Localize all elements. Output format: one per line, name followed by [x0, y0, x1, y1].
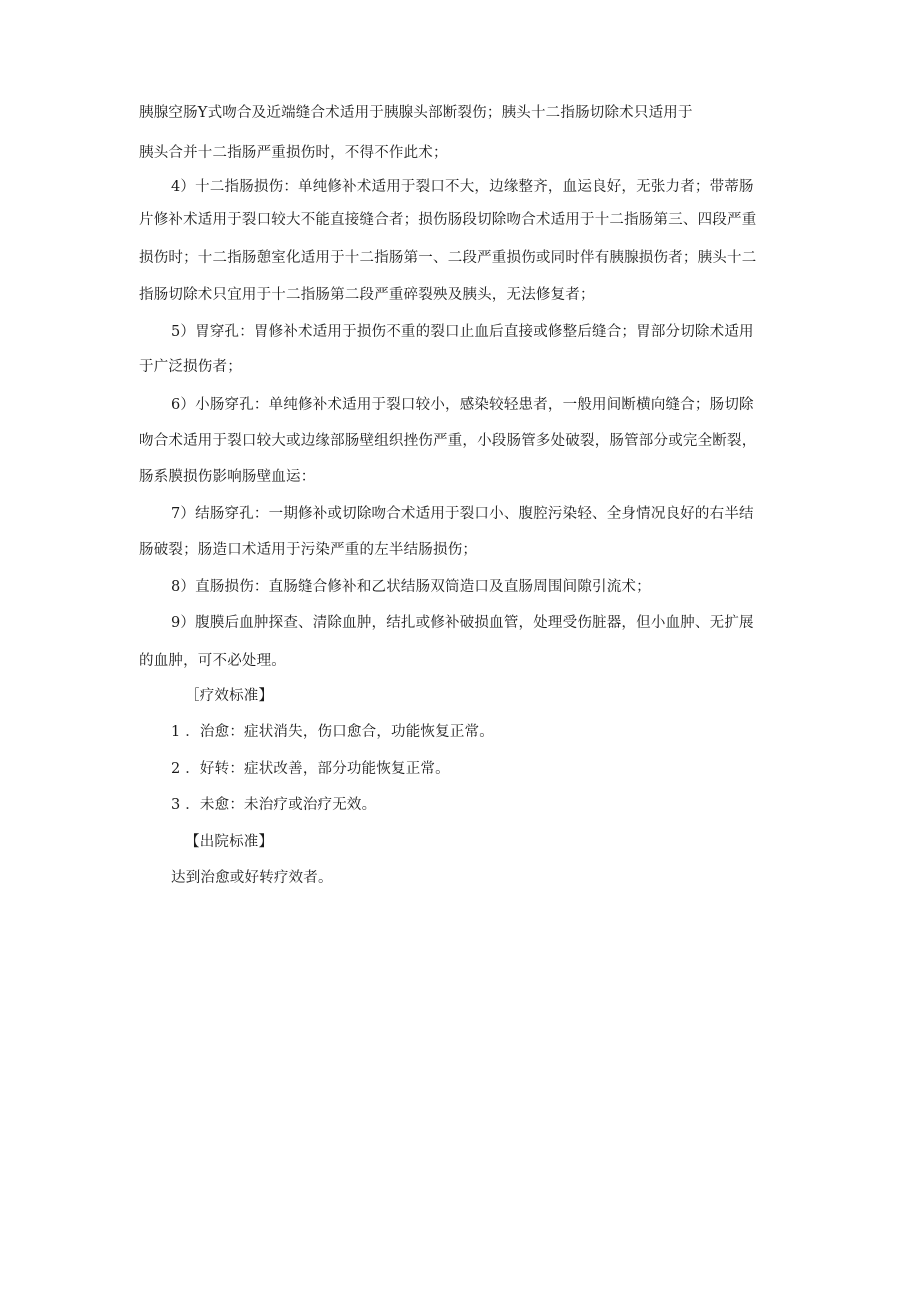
- paragraph-line: 于广泛损伤者；: [139, 359, 242, 375]
- paragraph-line: 肠破裂；肠造口术适用于污染严重的左半结肠损伤；: [139, 542, 478, 558]
- list-item: 3 ．未愈：未治疗或治疗无效。: [171, 797, 377, 813]
- paragraph-line: 4）十二指肠损伤：单纯修补术适用于裂口不大，边缘整齐，血运良好，无张力者；带蒂肠: [171, 179, 754, 195]
- paragraph-line: 指肠切除术只宜用于十二指肠第二段严重碎裂殃及胰头，无法修复者；: [139, 287, 595, 303]
- paragraph-line: 损伤时；十二指肠憩室化适用于十二指肠第一、二段严重损伤或同时伴有胰腺损伤者；胰头十二: [139, 250, 757, 266]
- section-heading-efficacy: ［疗效标准】: [185, 688, 274, 704]
- paragraph-line: 片修补术适用于裂口较大不能直接缝合者；损伤肠段切除吻合术适用于十二指肠第三、四段严重: [139, 212, 757, 228]
- paragraph-line: 胰腺空肠Y式吻合及近端缝合术适用于胰腺头部断裂伤；胰头十二指肠切除术只适用于: [139, 105, 693, 121]
- paragraph-line: 6）小肠穿孔：单纯修补术适用于裂口较小，感染较轻患者，一般用间断横向缝合；肠切除: [171, 397, 754, 413]
- paragraph-line: 肠系膜损伤影响肠壁血运：: [139, 469, 316, 485]
- paragraph-line: 7）结肠穿孔：一期修补或切除吻合术适用于裂口小、腹腔污染轻、全身情况良好的右半结: [171, 506, 754, 522]
- list-item: 2 ．好转：症状改善，部分功能恢复正常。: [171, 761, 450, 777]
- section-heading-discharge: 【出院标准】: [185, 834, 274, 850]
- paragraph-line: 吻合术适用于裂口较大或边缘部肠壁组织挫伤严重，小段肠管多处破裂，肠管部分或完全断裂，: [139, 433, 757, 449]
- paragraph-line: 5）胃穿孔：胃修补术适用于损伤不重的裂口止血后直接或修整后缝合；胃部分切除术适用: [171, 324, 754, 340]
- paragraph-line: 8）直肠损伤：直肠缝合修补和乙状结肠双筒造口及直肠周围间隙引流术；: [171, 579, 651, 595]
- list-item: 1 ．治愈：症状消失，伤口愈合，功能恢复正常。: [171, 724, 494, 740]
- paragraph-line: 胰头合并十二指肠严重损伤时，不得不作此术；: [139, 145, 448, 161]
- paragraph-line: 9）腹膜后血肿探查、清除血肿，结扎或修补破损血管，处理受伤脏器，但小血肿、无扩展: [171, 615, 754, 631]
- paragraph-line: 的血肿，可不必处理。: [139, 653, 286, 669]
- paragraph-line: 达到治愈或好转疗效者。: [171, 870, 333, 886]
